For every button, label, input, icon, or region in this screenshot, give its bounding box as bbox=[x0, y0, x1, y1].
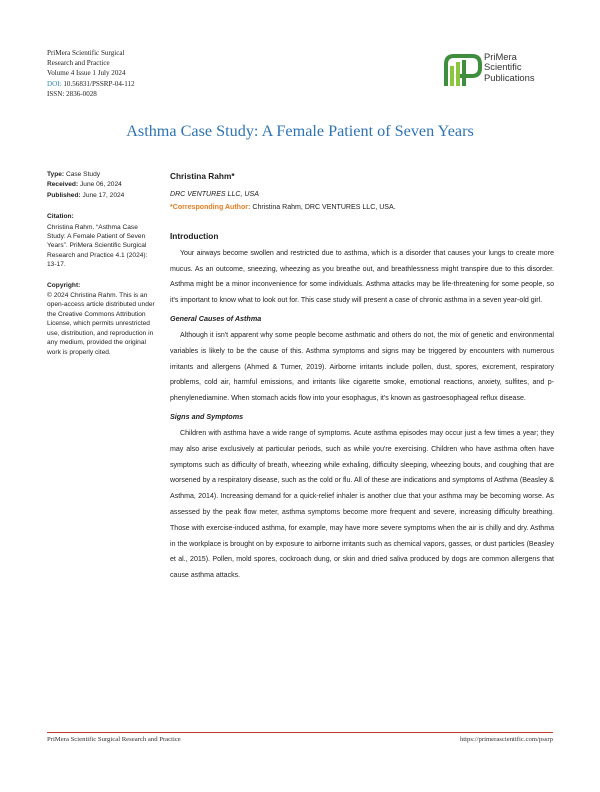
article-title: Asthma Case Study: A Female Patient of Seven Years bbox=[126, 122, 474, 140]
section-heading-signs: Signs and Symptoms bbox=[170, 411, 244, 421]
paragraph-introduction: Your airways become swollen and restricted due to asthma, which is a disorder that causes your lungs to create more mucus. As an outcome, sneezing, wheezing as you breathe out, and breathlessness might transpire due to this disorder. Asthma might be a minor inconvenience for some individuals. Asthma attacks may be life-threatening for some people, so it's important to know what to look out for. This case study will present a case of chronic asthma in a seven year-old girl. bbox=[170, 249, 554, 305]
logo-line2: Scientific bbox=[484, 61, 522, 73]
article-sidebar bbox=[47, 170, 157, 368]
corresponding-label: *Corresponding Author: bbox=[170, 203, 251, 211]
published-value: June 17, 2024 bbox=[80, 191, 125, 199]
article-dates bbox=[47, 170, 157, 201]
citation-block bbox=[47, 212, 157, 269]
author-affiliation: DRC VENTURES LLC, USA bbox=[170, 190, 259, 198]
received-value: June 06, 2024 bbox=[78, 181, 122, 189]
journal-issn: ISSN: 2836-0028 bbox=[47, 89, 97, 98]
journal-doi[interactable] bbox=[47, 79, 135, 89]
footer-url-link[interactable]: https://primerascientific.com/pssrp bbox=[459, 736, 553, 743]
corresponding-author bbox=[170, 202, 554, 213]
footer-divider bbox=[47, 732, 553, 733]
doi-value[interactable]: 10.56831/PSSRP-04-112 bbox=[61, 79, 135, 88]
author-name: Christina Rahm* bbox=[170, 171, 235, 181]
copyright-block bbox=[47, 281, 157, 357]
logo-line1: PriMera bbox=[484, 51, 517, 62]
journal-volume: Volume 4 Issue 1 July 2024 bbox=[47, 69, 126, 78]
footer-journal-name: PriMera Scientific Surgical Research and Practice bbox=[47, 736, 181, 743]
type-label: Type: bbox=[47, 171, 65, 178]
citation-text: Christina Rahm. “Asthma Case Study: A Female Patient of Seven Years”. PriMera Scientific Surgical Research and Practice 4.1 (2024): 13-17. bbox=[47, 223, 148, 269]
corresponding-text: Christina Rahm, DRC VENTURES LLC, USA. bbox=[250, 203, 396, 211]
published-label: Published: bbox=[47, 191, 81, 199]
journal-info bbox=[47, 48, 135, 99]
section-heading-introduction: Introduction bbox=[170, 230, 219, 241]
copyright-text: © 2024 Christina Rahm. This is an open-access article distributed under the Creative Commons Attribution License, which permits unrestricted use, distribution, and reproduction in any medium, provided the original work is properly cited. bbox=[47, 292, 155, 356]
section-heading-causes: General Causes of Asthma bbox=[170, 313, 262, 323]
paragraph-causes: Although it isn't apparent why some people become asthmatic and others do not, the mix of genetic and environmental variables is likely to be the cause of this. Asthma symptoms and signs may be triggered by encounters with numerous irritants and allergens (Ahmed & Turner, 2019). Airborne irritants include pollen, dust, spores, excrement, respiratory problems, cold air, harmful emissions, and irritants like cigarette smoke, emotional reactions, anxiety, sulfites, and p-phenylenediamine. When stomach acids flow into your esophagus, it's known as gastroesophageal reflux disease. bbox=[170, 331, 554, 403]
article-body bbox=[170, 169, 554, 587]
doi-label: DOI: bbox=[47, 79, 62, 88]
journal-name-line1: PriMera Scientific Surgical bbox=[47, 49, 125, 57]
paragraph-signs: Children with asthma have a wide range of symptoms. Acute asthma episodes may occur just a few times a year; they may also arise exclusively at particular periods, such as while you're exercising. Children who have asthma often have symptoms such as difficulty of breath, wheezing while exhaling, difficulty sleeping, wheezing bouts, and coughing that are worsened by a respiratory disease, such as the cold or flu. All of these are indications and symptoms of Asthma (Beasley & Asthma, 2014). Increasing demand for a quick-relief inhaler is another clue that your asthma may be becoming worse. As assessed by the peak flow meter, asthma symptoms become more frequent and severe, increasing difficulty breathing. Those with exercise-induced asthma, for example, may have more severe symptoms when the air is chilly and dry. Asthma in the workplace is brought on by exposure to airborne irritants such as chemical vapors, gasses, or dust particles (Beasley et al., 2015). Pollen, mold spores, cockroach dung, or skin and dried saliva produced by dogs are common allergens that cause asthma attacks. bbox=[170, 429, 554, 580]
citation-label: Citation: bbox=[47, 213, 74, 221]
received-label: Received: bbox=[47, 181, 79, 189]
copyright-label: Copyright: bbox=[47, 281, 81, 289]
logo-line3: Publications bbox=[484, 71, 535, 83]
journal-name-line2: Research and Practice bbox=[47, 59, 110, 68]
type-value: Case Study bbox=[64, 171, 101, 178]
publisher-logo-text bbox=[484, 52, 535, 83]
